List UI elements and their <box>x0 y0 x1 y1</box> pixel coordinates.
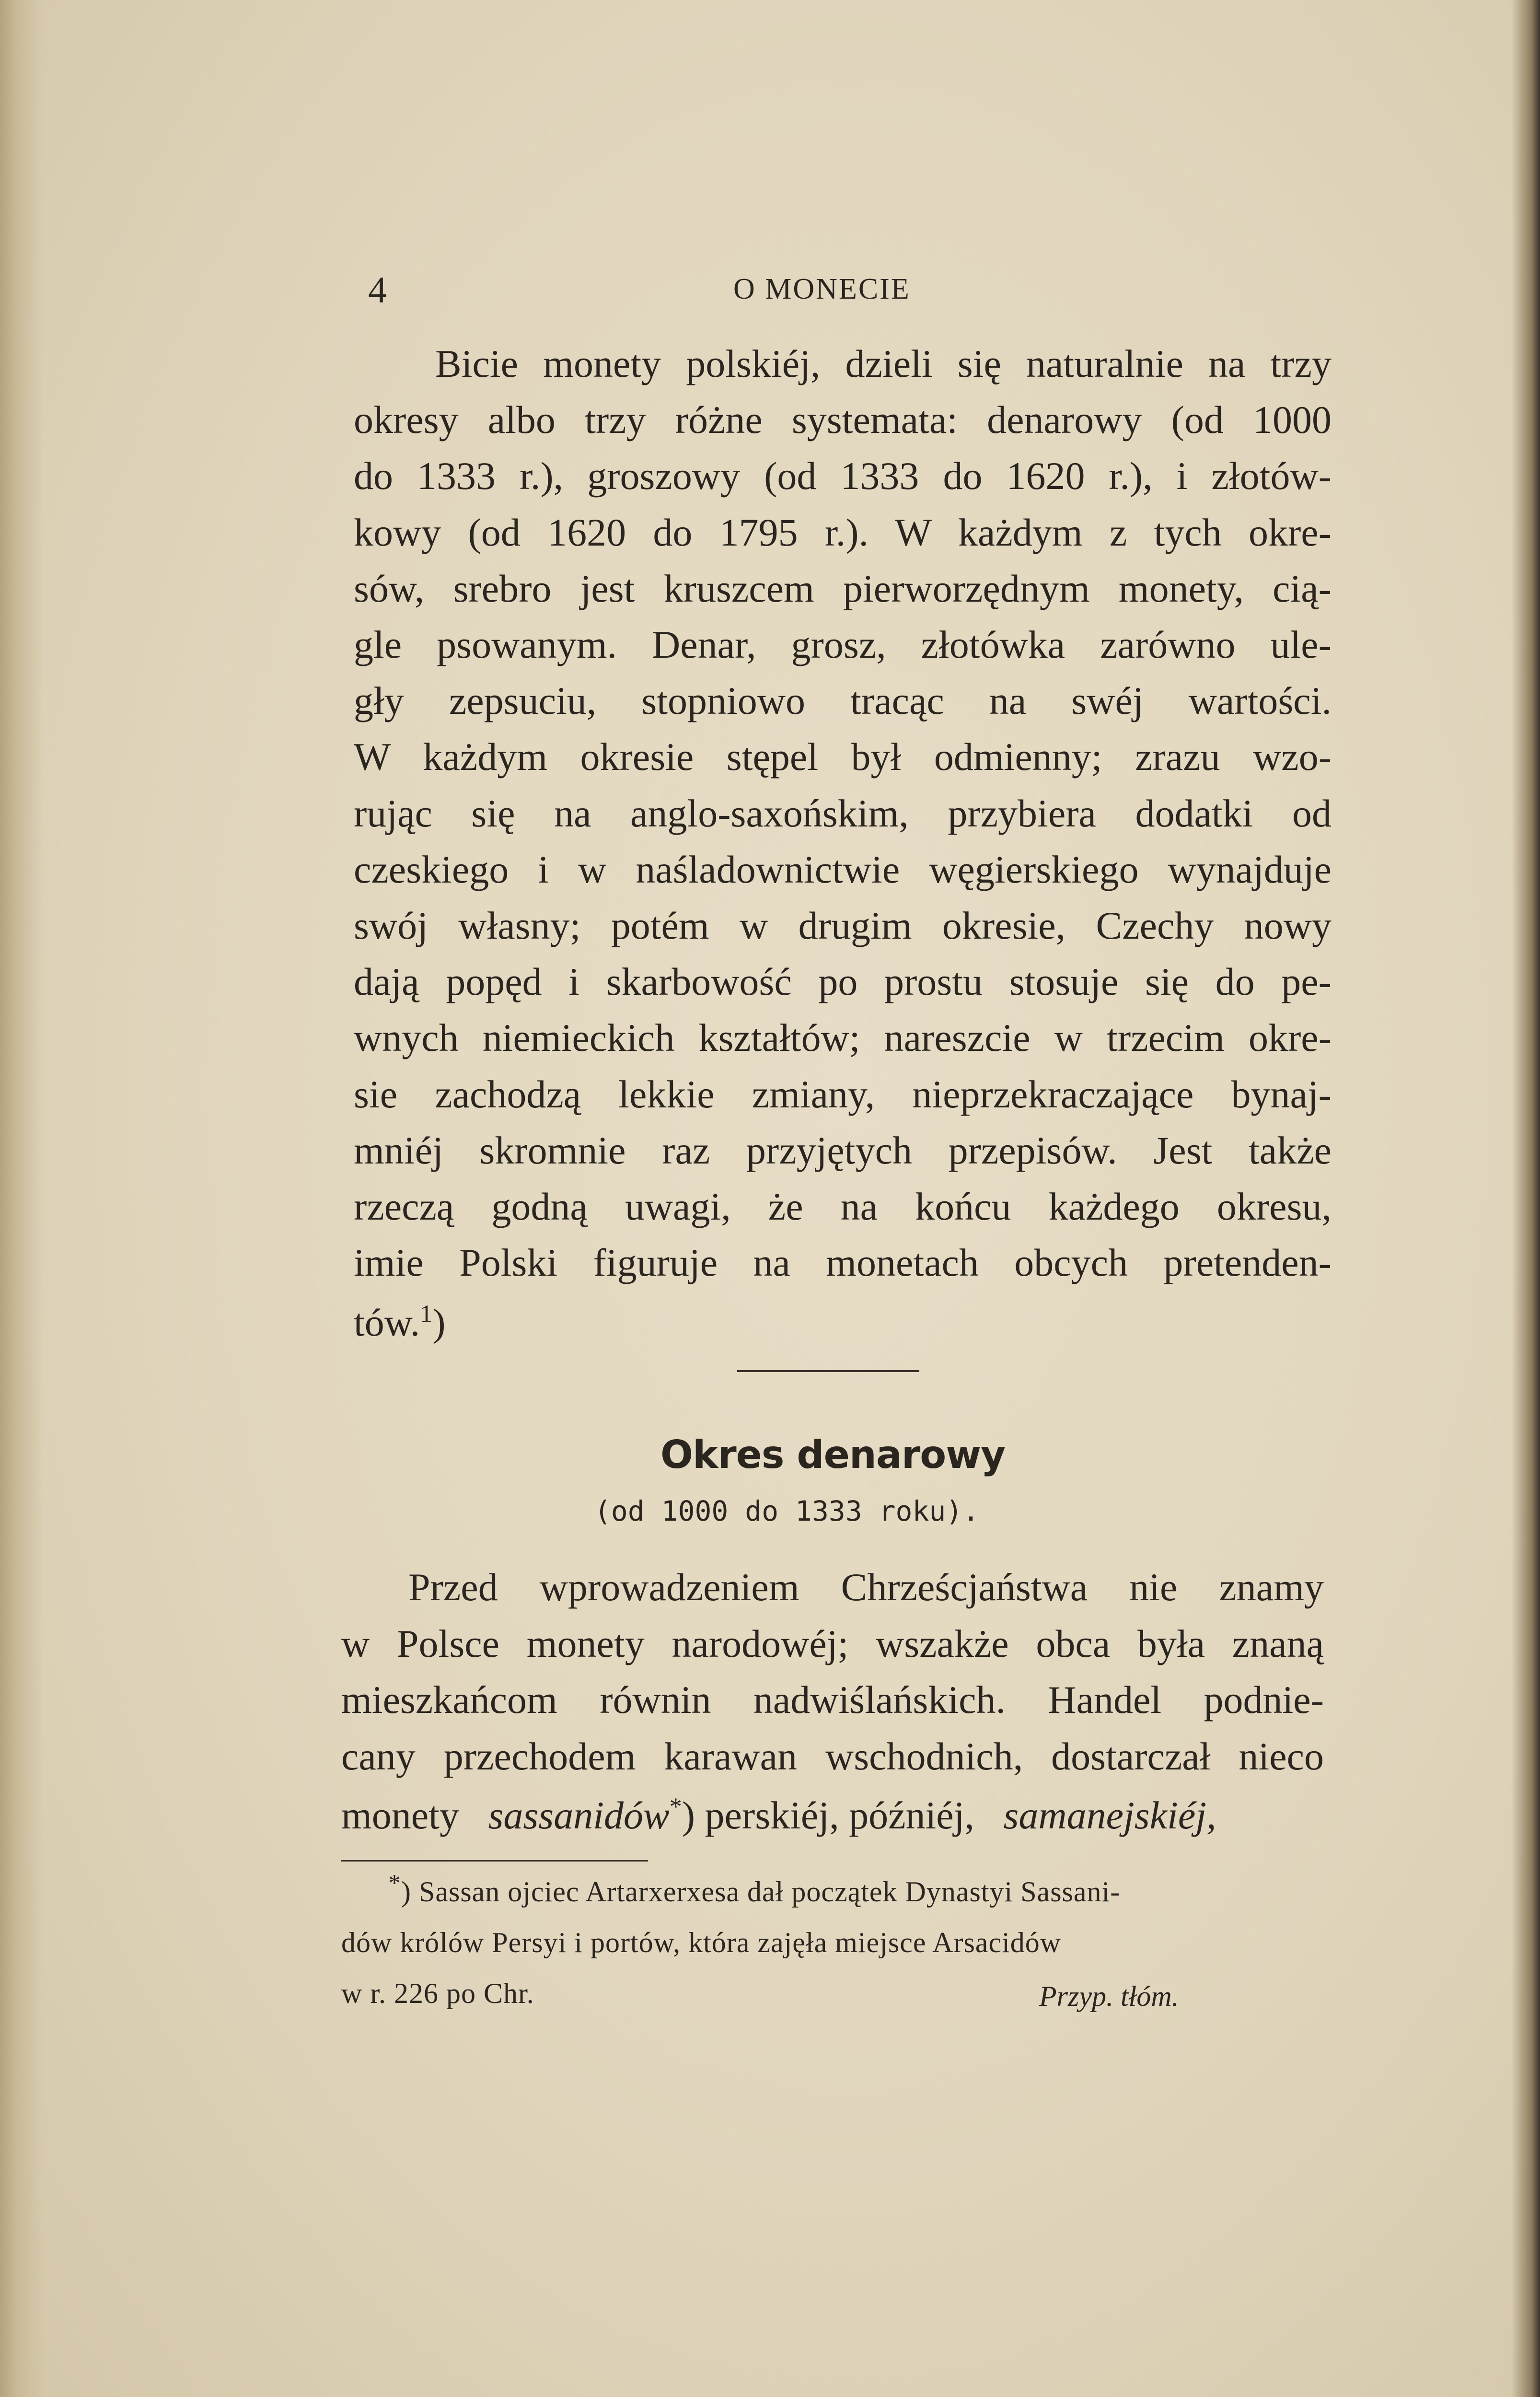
paragraph-1-line: gle psowanym. Denar, grosz, złotówka zarówno ule- <box>354 623 1332 666</box>
paragraph-1-line: rzeczą godną uwagi, że na końcu każdego okresu, <box>354 1185 1332 1228</box>
paragraph-2-last-line <box>341 1793 1324 1838</box>
paragraph-1-last-text: tów. <box>354 1301 420 1344</box>
paragraph-1-line: czeskiego i w naśladownictwie węgierskiego wynajduje <box>354 847 1332 891</box>
footnote-reference-1: 1 <box>420 1300 433 1328</box>
paragraph-1-line: okresy albo trzy różne systemata: denarowy (od 1000 <box>354 398 1332 442</box>
footnote-marker: * <box>388 1870 401 1897</box>
section-divider <box>737 1370 919 1372</box>
paragraph-2-italic-samanejskiej: samanejskiéj, <box>1003 1793 1216 1837</box>
paragraph-2-line: w Polsce monety narodowéj; wszakże obca była znaną <box>341 1621 1324 1665</box>
paragraph-2-line: mieszkańcom równin nadwiślańskich. Handel podnie- <box>341 1678 1324 1722</box>
paragraph-1-line: mniéj skromnie raz przyjętych przepisów. Jest także <box>354 1128 1332 1172</box>
paragraph-1-line: gły zepsuciu, stopniowo tracąc na swéj wartości. <box>354 679 1332 723</box>
paragraph-1-line: Bicie monety polskiéj, dzieli się naturalnie na trzy <box>435 342 1332 385</box>
paragraph-1-line: swój własny; potém w drugim okresie, Czechy nowy <box>354 904 1332 947</box>
paragraph-1-line: sie zachodzą lekkie zmiany, nieprzekraczające bynaj- <box>354 1072 1332 1116</box>
footnote-reference-star: * <box>669 1793 682 1821</box>
paragraph-2-line: cany przechodem karawan wschodnich, dostarczał nieco <box>341 1734 1324 1778</box>
page-edge-right <box>1511 0 1540 2397</box>
paragraph-1-line: sów, srebro jest kruszcem pierworzędnym monety, cią- <box>354 566 1332 610</box>
footnote-divider <box>341 1860 648 1862</box>
paragraph-1-line: dają popęd i skarbowość po prostu stosuje się do pe- <box>354 960 1332 1004</box>
paragraph-1-close-paren: ) <box>432 1301 446 1344</box>
paragraph-1-line: kowy (od 1620 do 1795 r.). W każdym z tych okre- <box>354 510 1332 554</box>
paragraph-2-line: Przed wprowadzeniem Chrześcjaństwa nie znamy <box>408 1565 1324 1609</box>
footnote-line-1 <box>388 1870 1121 1908</box>
running-title: O MONECIE <box>733 273 911 305</box>
paragraph-1-last-line <box>354 1300 446 1345</box>
page-number: 4 <box>368 269 387 311</box>
paragraph-1-line: W każdym okresie stępel był odmienny; zrazu wzo- <box>354 735 1332 779</box>
paragraph-1-line: do 1333 r.), groszowy (od 1333 do 1620 r.), i złotów- <box>354 454 1332 498</box>
page-edge-left <box>0 0 43 2397</box>
footnote-line-3-left: w r. 226 po Chr. <box>341 1978 534 2009</box>
section-subtitle: (od 1000 do 1333 roku). <box>594 1495 980 1527</box>
section-title: Okres denarowy <box>660 1432 1006 1477</box>
footnote-line-3-right: Przyp. tłóm. <box>1039 1980 1179 2012</box>
paragraph-2-last-mid: ) perskiéj, późniéj, <box>682 1793 974 1837</box>
paragraph-2-italic-sassanidow: sassanidów <box>488 1793 670 1837</box>
footnote-text-1: ) Sassan ojciec Artarxerxesa dał początek Dynastyi Sassani- <box>401 1876 1121 1908</box>
paragraph-1-line: wnych niemieckich kształtów; nareszcie w trzecim okre- <box>354 1016 1332 1060</box>
footnote-line-2: dów królów Persyi i portów, która zajęła miejsce Arsacidów <box>341 1927 1062 1958</box>
paragraph-2-last-pre: monety <box>341 1793 459 1837</box>
paragraph-1-line: rując się na anglo-saxońskim, przybiera dodatki od <box>354 791 1332 835</box>
paragraph-1-line: imie Polski figuruje na monetach obcych pretenden- <box>354 1241 1332 1285</box>
